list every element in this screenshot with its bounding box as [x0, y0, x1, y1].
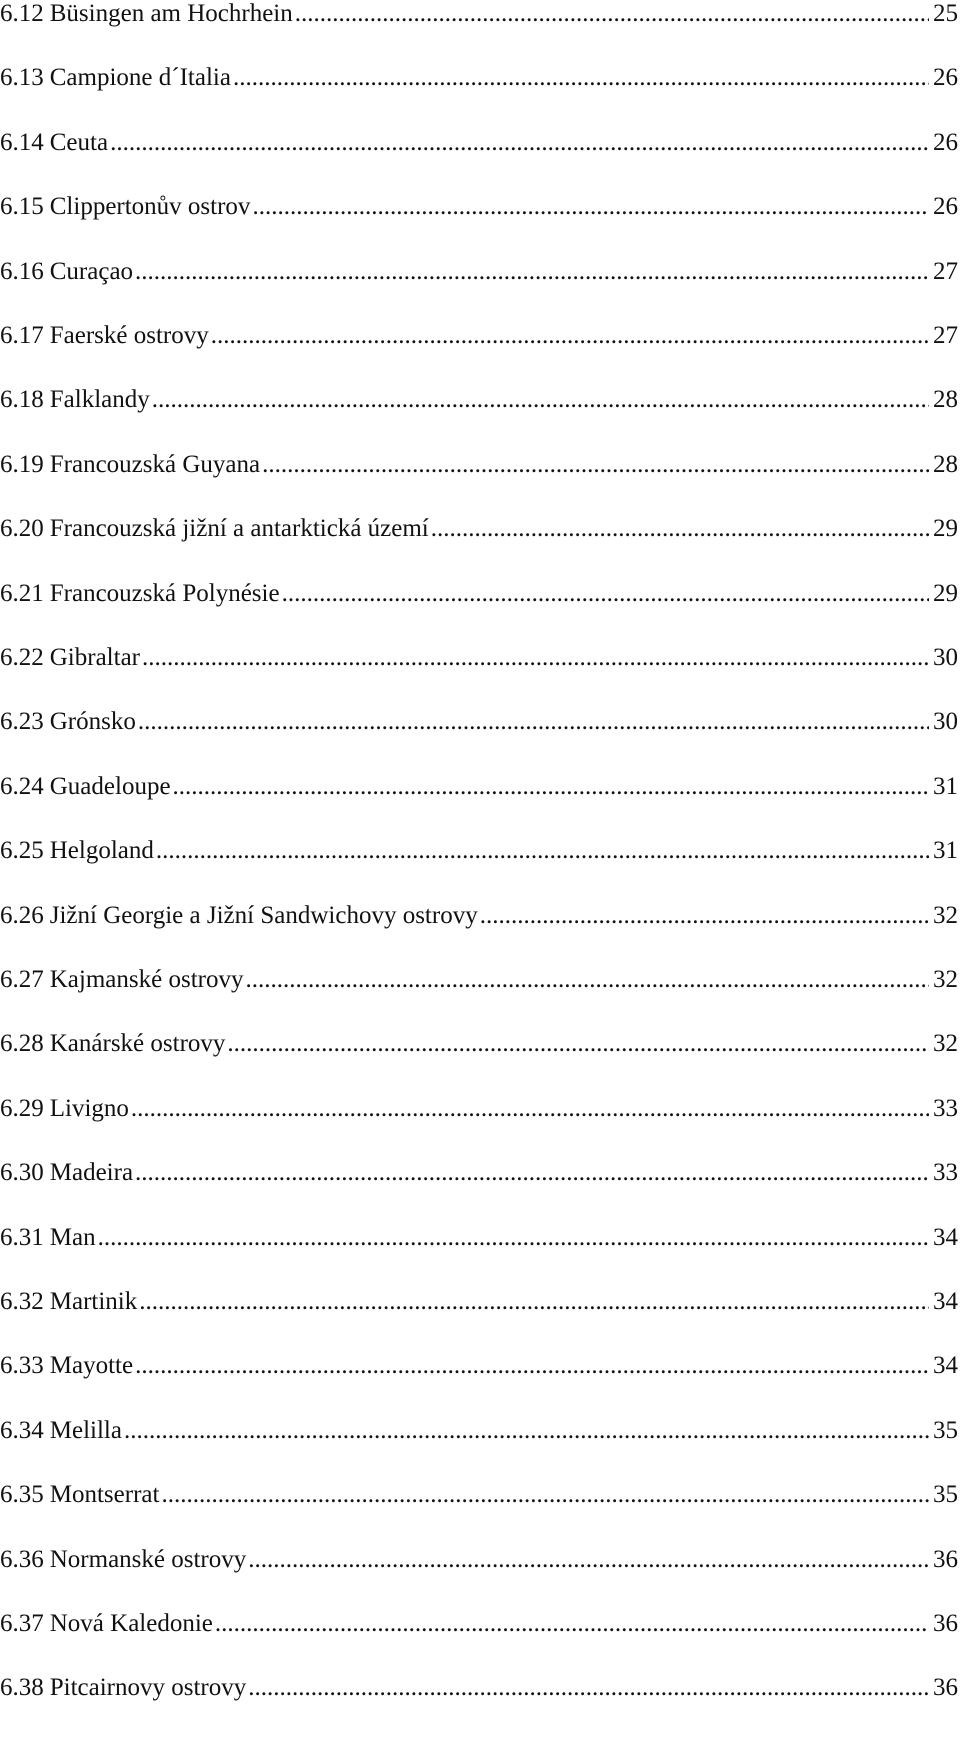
- toc-dot-leader: [161, 1481, 929, 1509]
- toc-entry-title: Melilla: [49, 1416, 122, 1444]
- toc-entry[interactable]: [0, 374, 958, 414]
- toc-entry-title: Mayotte: [49, 1352, 134, 1380]
- toc-entry[interactable]: [0, 1147, 958, 1187]
- toc-entry-page-number: 35: [933, 1481, 958, 1509]
- toc-entry-number: 6.31: [0, 1223, 44, 1251]
- toc-entry-title: Grónsko: [49, 708, 136, 736]
- toc-dot-leader: [135, 1159, 929, 1187]
- toc-dot-leader: [248, 1546, 929, 1574]
- toc-entry-page-number: 28: [933, 386, 958, 414]
- toc-entry[interactable]: [0, 52, 958, 92]
- toc-entry-page-number: 26: [933, 128, 958, 156]
- toc-entry[interactable]: [0, 1276, 958, 1316]
- toc-entry[interactable]: [0, 1340, 958, 1380]
- toc-entry-page-number: 31: [933, 772, 958, 800]
- toc-entry[interactable]: [0, 246, 958, 286]
- toc-entry-title: Guadeloupe: [49, 772, 171, 800]
- toc-entry[interactable]: [0, 632, 958, 672]
- toc-entry-number: 6.28: [0, 1030, 44, 1058]
- toc-entry-title: Pitcairnovy ostrovy: [49, 1674, 247, 1702]
- toc-entry-number: 6.34: [0, 1416, 44, 1444]
- toc-entry-title: Madeira: [49, 1159, 134, 1187]
- toc-dot-leader: [248, 1674, 929, 1702]
- toc-entry[interactable]: [0, 1212, 958, 1252]
- toc-dot-leader: [98, 1224, 929, 1252]
- toc-entry-page-number: 29: [933, 515, 958, 543]
- toc-entry-page-number: 34: [933, 1352, 958, 1380]
- toc-entry-title: Francouzská Guyana: [49, 450, 261, 478]
- toc-dot-leader: [295, 0, 929, 28]
- toc-entry-page-number: 29: [933, 579, 958, 607]
- toc-dot-leader: [215, 1610, 929, 1638]
- toc-dot-leader: [156, 837, 929, 865]
- toc-dot-leader: [233, 64, 929, 92]
- toc-entry-page-number: 25: [933, 0, 958, 27]
- toc-entry[interactable]: [0, 439, 958, 479]
- toc-entry[interactable]: [0, 954, 958, 994]
- toc-dot-leader: [480, 902, 929, 930]
- toc-dot-leader: [152, 386, 929, 414]
- toc-dot-leader: [135, 258, 929, 286]
- toc-entry-page-number: 27: [933, 322, 958, 349]
- toc-entry-number: 6.23: [0, 708, 44, 736]
- toc-dot-leader: [173, 773, 929, 801]
- toc-entry-page-number: 28: [933, 450, 958, 478]
- toc-entry-page-number: 31: [933, 837, 958, 865]
- toc-entry-page-number: 36: [933, 1545, 958, 1573]
- toc-entry[interactable]: [0, 568, 958, 608]
- toc-entry-title: Ceuta: [49, 128, 109, 156]
- toc-entry-page-number: 32: [933, 966, 958, 993]
- toc-entry-number: 6.20: [0, 515, 44, 543]
- toc-entry-number: 6.37: [0, 1610, 44, 1637]
- toc-entry-number: 6.18: [0, 386, 44, 414]
- toc-entry-number: 6.15: [0, 193, 44, 221]
- toc-entry-title: Livigno: [49, 1094, 129, 1122]
- toc-entry-page-number: 34: [933, 1288, 958, 1315]
- toc-entry[interactable]: [0, 825, 958, 865]
- toc-entry-page-number: 27: [933, 257, 958, 285]
- toc-entry-title: Faerské ostrovy: [49, 322, 209, 349]
- toc-entry-title: Francouzská jižní a antarktická území: [49, 515, 429, 543]
- toc-entry[interactable]: [0, 181, 958, 221]
- toc-dot-leader: [431, 515, 929, 543]
- toc-entry-number: 6.26: [0, 901, 44, 929]
- toc-entry-number: 6.27: [0, 966, 44, 993]
- toc-entry-title: Montserrat: [49, 1481, 160, 1509]
- toc-entry-page-number: 32: [933, 901, 958, 929]
- toc-entry[interactable]: [0, 117, 958, 157]
- toc-entry-page-number: 36: [933, 1674, 958, 1702]
- toc-entry-page-number: 26: [933, 193, 958, 221]
- toc-entry-page-number: 33: [933, 1159, 958, 1187]
- toc-entry-page-number: 26: [933, 64, 958, 92]
- toc-entry[interactable]: [0, 1534, 958, 1574]
- toc-entry-page-number: 32: [933, 1030, 958, 1058]
- toc-entry-title: Nová Kaledonie: [49, 1610, 213, 1637]
- toc-entry-title: Falklandy: [49, 386, 150, 414]
- toc-entry-number: 6.33: [0, 1352, 44, 1380]
- toc-entry-number: 6.17: [0, 322, 44, 349]
- toc-entry-title: Curaçao: [49, 257, 134, 285]
- toc-entry-number: 6.29: [0, 1094, 44, 1122]
- toc-entry-title: Normanské ostrovy: [49, 1545, 247, 1573]
- toc-entry-number: 6.35: [0, 1481, 44, 1509]
- toc-entry-number: 6.22: [0, 644, 44, 671]
- toc-entry-number: 6.36: [0, 1545, 44, 1573]
- toc-entry-title: Büsingen am Hochrhein: [49, 0, 293, 27]
- toc-dot-leader: [252, 193, 929, 221]
- toc-dot-leader: [262, 451, 929, 479]
- toc-entry-title: Francouzská Polynésie: [49, 579, 280, 607]
- toc-entry[interactable]: [0, 1662, 958, 1702]
- toc-entry[interactable]: [0, 890, 958, 930]
- toc-dot-leader: [245, 966, 929, 994]
- toc-dot-leader: [142, 644, 929, 672]
- toc-entry-title: Helgoland: [49, 837, 154, 865]
- toc-entry-page-number: 30: [933, 644, 958, 671]
- toc-entry[interactable]: [0, 1405, 958, 1445]
- toc-entry[interactable]: [0, 1018, 958, 1058]
- toc-entry-title: Campione d´Italia: [49, 64, 231, 92]
- toc-dot-leader: [110, 129, 929, 157]
- toc-entry-number: 6.30: [0, 1159, 44, 1187]
- toc-entry-page-number: 35: [933, 1416, 958, 1444]
- toc-entry-number: 6.21: [0, 579, 44, 607]
- toc-entry[interactable]: [0, 761, 958, 801]
- toc-entry-page-number: 34: [933, 1223, 958, 1251]
- toc-dot-leader: [138, 708, 929, 736]
- toc-entry-number: 6.24: [0, 772, 44, 800]
- toc-entry-title: Martinik: [49, 1288, 138, 1315]
- toc-entry-title: Kanárské ostrovy: [49, 1030, 226, 1058]
- toc-entry-number: 6.32: [0, 1288, 44, 1315]
- toc-entry-title: Jižní Georgie a Jižní Sandwichovy ostrovy: [49, 901, 478, 929]
- toc-entry-title: Man: [49, 1223, 96, 1251]
- toc-entry[interactable]: [0, 503, 958, 543]
- toc-entry[interactable]: [0, 310, 958, 350]
- toc-dot-leader: [227, 1030, 929, 1058]
- toc-entry-number: 6.19: [0, 450, 44, 478]
- toc-entry-number: 6.12: [0, 0, 44, 27]
- toc-entry-title: Kajmanské ostrovy: [49, 966, 244, 993]
- toc-entry[interactable]: [0, 1083, 958, 1123]
- toc-entry[interactable]: [0, 696, 958, 736]
- toc-dot-leader: [282, 580, 929, 608]
- toc-entry-title: Gibraltar: [49, 644, 140, 671]
- toc-dot-leader: [135, 1352, 929, 1380]
- toc-entry-page-number: 33: [933, 1094, 958, 1122]
- toc-dot-leader: [211, 322, 929, 350]
- toc-entry-number: 6.25: [0, 837, 44, 865]
- toc-dot-leader: [139, 1288, 929, 1316]
- toc-dot-leader: [124, 1417, 929, 1445]
- toc-entry-number: 6.14: [0, 128, 44, 156]
- toc-entry-page-number: 36: [933, 1610, 958, 1637]
- toc-entry-title: Clippertonův ostrov: [49, 193, 251, 221]
- toc-dot-leader: [131, 1095, 929, 1123]
- toc-entry[interactable]: [0, 1598, 958, 1638]
- toc-entry[interactable]: [0, 0, 958, 28]
- toc-entry-page-number: 30: [933, 708, 958, 736]
- toc-entry[interactable]: [0, 1469, 958, 1509]
- toc-entry-number: 6.16: [0, 257, 44, 285]
- toc-entry-number: 6.13: [0, 64, 44, 92]
- toc-entry-number: 6.38: [0, 1674, 44, 1702]
